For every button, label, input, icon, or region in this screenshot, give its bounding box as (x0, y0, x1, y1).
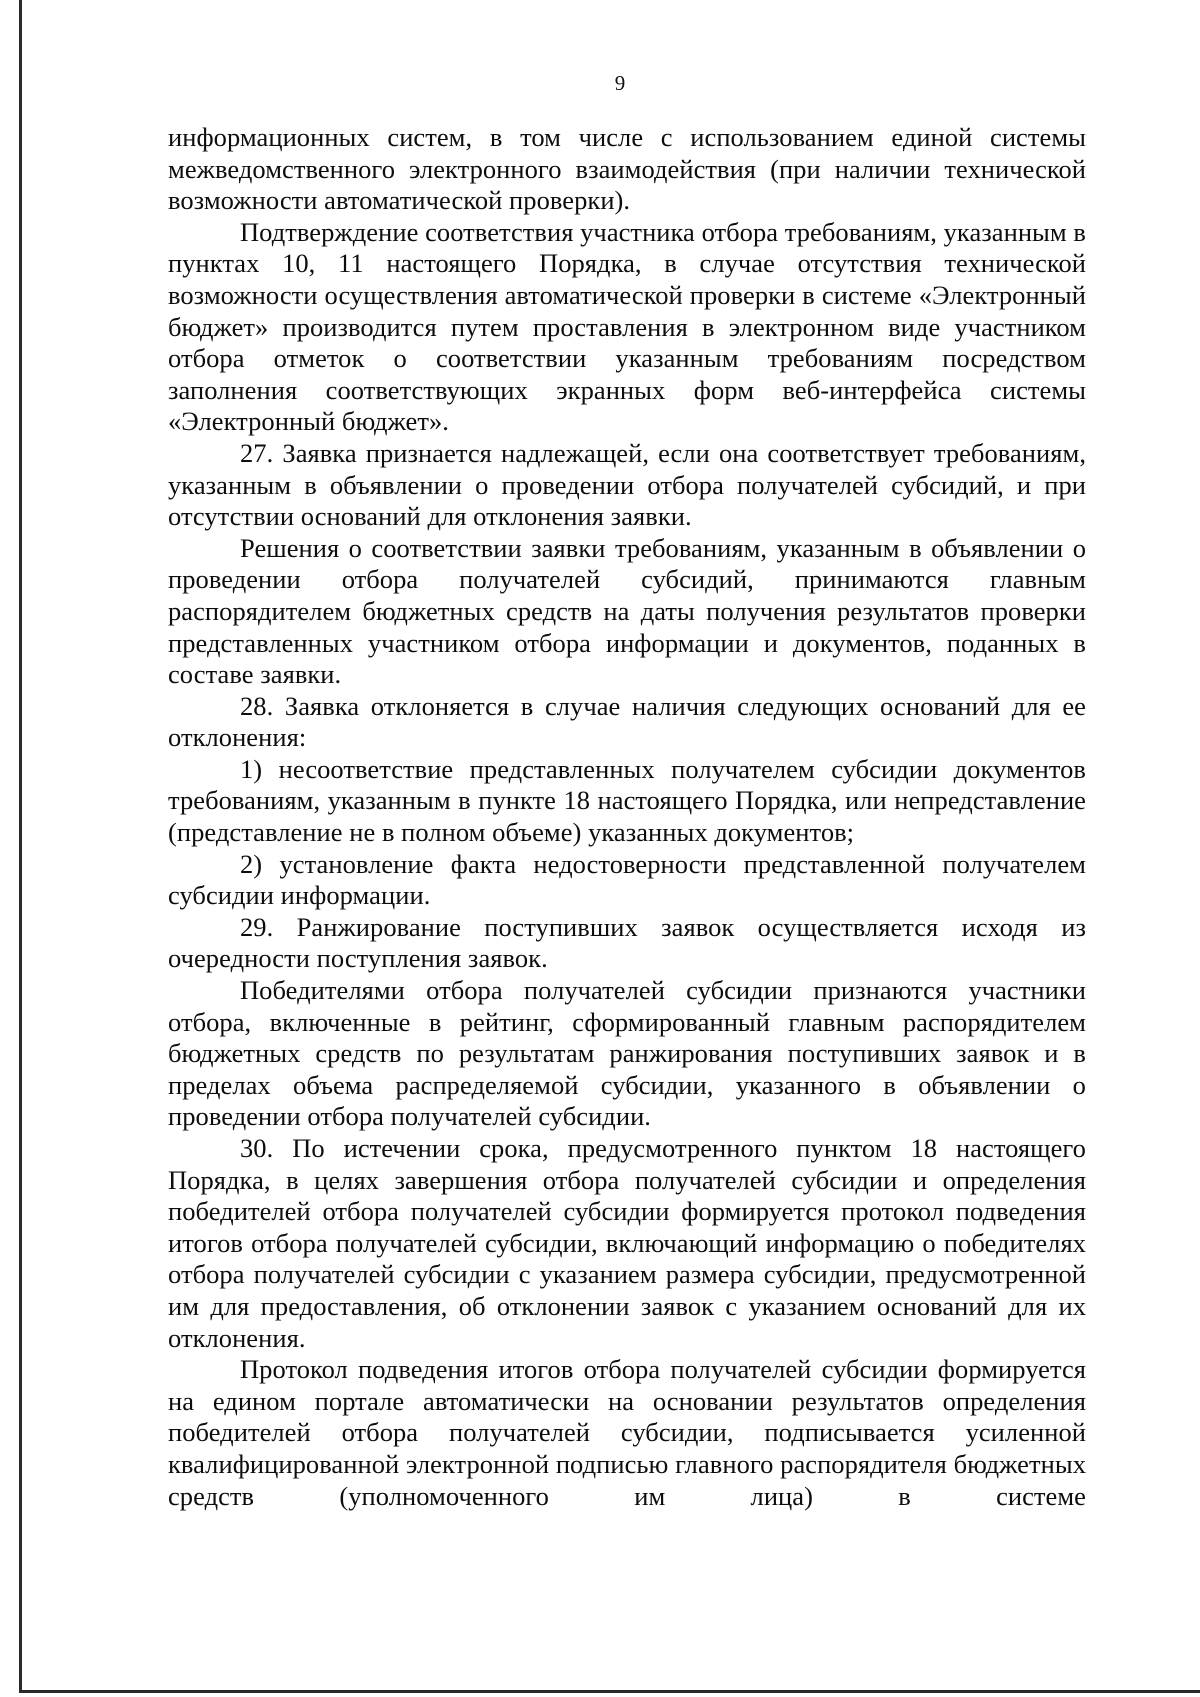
paragraph-protocol: Протокол подведения итогов отбора получателей субсидии формируется на едином портале автоматически на основании результатов определения победителей отбора получателей субсидии, подписывается усиленной квалифицированной электронной подписью главного распорядителя бюджетных средств (уполномоченного им лица) в системе (168, 1354, 1086, 1511)
paragraph-subitem-1: 1) несоответствие представленных получателем субсидии документов требованиям, указанным в пункте 18 настоящего Порядка, или непредставление (представление не в полном объеме) указанных документов; (168, 753, 1086, 848)
paragraph-winners: Победителями отбора получателей субсидии признаются участники отбора, включенные в рейтинг, сформированный главным распорядителем бюджетных средств по результатам ранжирования поступивших заявок и в пределах объема распределяемой субсидии, указанного в объявлении о проведении отбора получателей субсидии. (168, 975, 1086, 1132)
paragraph-item-29: 29. Ранжирование поступивших заявок осуществляется исходя из очередности поступления заявок. (168, 911, 1086, 974)
bottom-scan-border (19, 1690, 1200, 1693)
document-body (168, 122, 1086, 1512)
page-number: 9 (614, 71, 626, 95)
left-scan-border (19, 0, 22, 1692)
paragraph-item-28: 28. Заявка отклоняется в случае наличия следующих оснований для ее отклонения: (168, 690, 1086, 753)
paragraph-item-30: 30. По истечении срока, предусмотренного пунктом 18 настоящего Порядка, в целях завершения отбора получателей субсидии и определения победителей отбора получателей субсидии формируется протокол подведения итогов отбора получателей субсидии, включающий информацию о победителях отбора получателей субсидии с указанием размера субсидии, предусмотренной им для предоставления, об отклонении заявок с указанием оснований для их отклонения. (168, 1133, 1086, 1353)
paragraph-item-27: 27. Заявка признается надлежащей, если она соответствует требованиям, указанным в объявлении о проведении отбора получателей субсидий, и при отсутствии оснований для отклонения заявки. (168, 437, 1086, 532)
paragraph-subitem-2: 2) установление факта недостоверности представленной получателем субсидии информации. (168, 848, 1086, 911)
paragraph-decisions: Решения о соответствии заявки требованиям, указанным в объявлении о проведении отбора получателей субсидий, принимаются главным распорядителем бюджетных средств на даты получения результатов проверки представленных участником отбора информации и документов, поданных в составе заявки. (168, 532, 1086, 690)
paragraph-continuation: информационных систем, в том числе с использованием единой системы межведомственного электронного взаимодействия (при наличии технической возможности автоматической проверки). (168, 122, 1086, 216)
paragraph-confirmation: Подтверждение соответствия участника отбора требованиям, указанным в пунктах 10, 11 настоящего Порядка, в случае отсутствия технической возможности осуществления автоматической проверки в системе «Электронный бюджет» производится путем проставления в электронном виде участником отбора отметок о соответствии указанным требованиям посредством заполнения соответствующих экранных форм веб-интерфейса системы «Электронный бюджет». (168, 216, 1086, 437)
